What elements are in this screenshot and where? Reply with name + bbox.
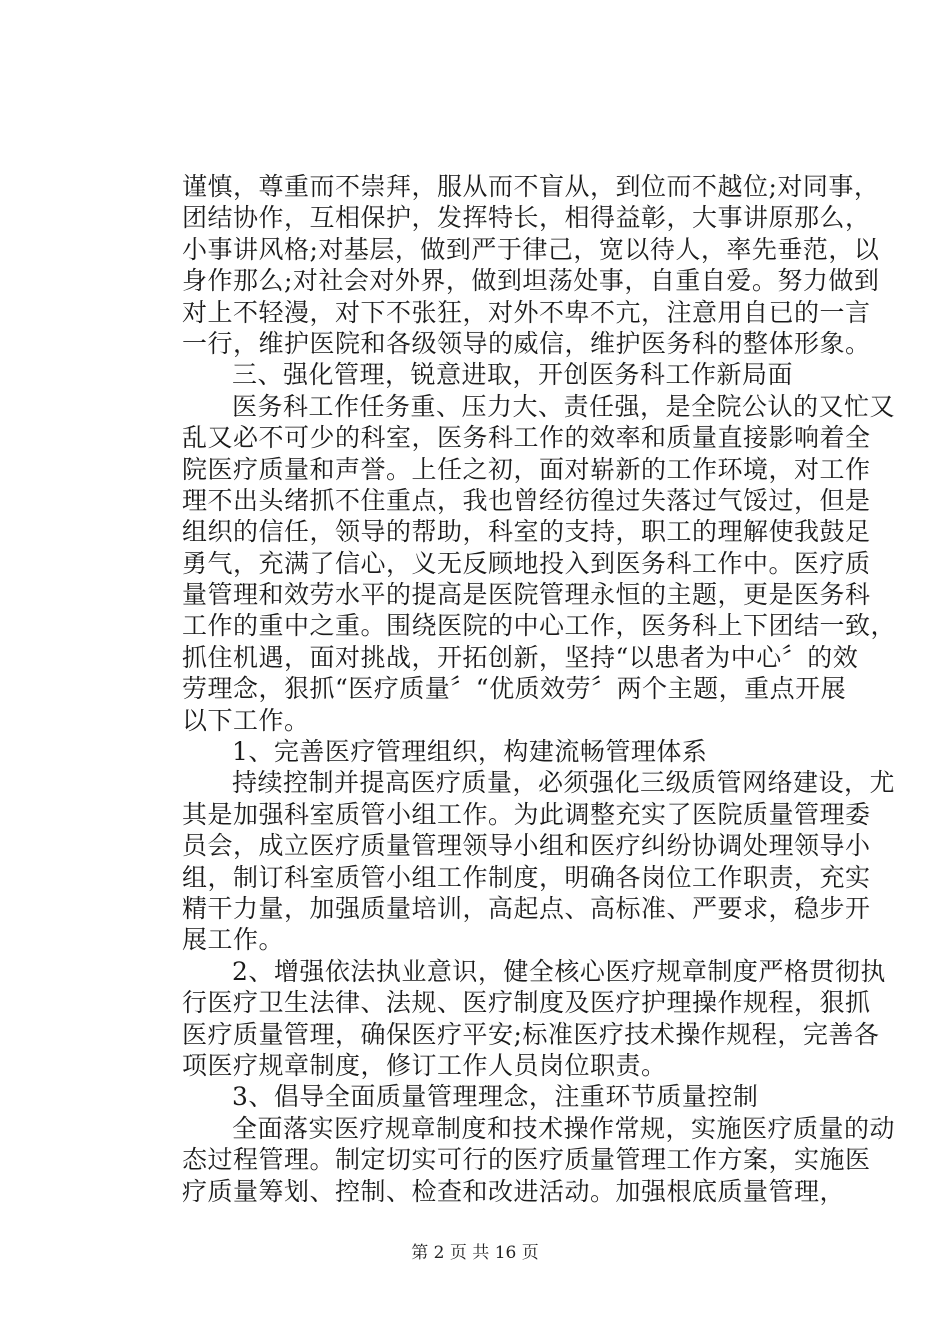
paragraph-line: 量管理和效劳水平的提高是医院管理永恒的主题，更是医务科 — [182, 580, 871, 610]
paragraph-line: 组织的信任，领导的帮助，科室的支持，职工的理解使我鼓足 — [182, 517, 871, 547]
page-footer: 第 2 页 共 16 页 — [411, 1243, 539, 1263]
paragraph-line: 乱又必不可少的科室，医务科工作的效率和质量直接影响着全 — [182, 423, 871, 453]
paragraph-line: 其是加强科室质管小组工作。为此调整充实了医院质量管理委 — [182, 799, 871, 829]
paragraph-first-line: 3、倡导全面质量管理理念，注重环节质量控制 — [232, 1082, 759, 1112]
paragraph-line: 组，制订科室质管小组工作制度，明确各岗位工作职责，充实 — [182, 862, 871, 892]
paragraph-first-line: 三、强化管理，锐意进取，开创医务科工作新局面 — [232, 360, 794, 390]
document-body — [182, 171, 897, 1207]
paragraph-line: 勇气，充满了信心，义无反顾地投入到医务科工作中。医疗质 — [182, 548, 871, 578]
paragraph-line: 理不出头绪抓不住重点，我也曾经彷徨过失落过气馁过，但是 — [182, 485, 871, 515]
paragraph-line: 身作那么;对社会对外界，做到坦荡处事，自重自爱。努力做到 — [182, 266, 880, 296]
paragraph-first-line: 2、增强依法执业意识，健全核心医疗规章制度严格贯彻执 — [232, 956, 886, 986]
paragraph-line: 谨慎，尊重而不崇拜，服从而不盲从，到位而不越位;对同事， — [182, 172, 880, 201]
paragraph-line: 以下工作。 — [182, 705, 310, 735]
paragraph-line: 对上不轻漫，对下不张狂，对外不卑不亢，注意用自已的一言 — [182, 297, 871, 327]
paragraph-line: 团结协作，互相保护，发挥特长，相得益彰，大事讲原那么， — [182, 203, 871, 233]
paragraph-line: 项医疗规章制度，修订工作人员岗位职责。 — [182, 1050, 667, 1080]
paragraph-line: 疗质量筹划、控制、检查和改进活动。加强根底质量管理， — [182, 1176, 846, 1206]
paragraph-line: 小事讲风格;对基层，做到严于律己，宽以待人，率先垂范，以 — [182, 234, 880, 264]
paragraph-line: 员会，成立医疗质量管理领导小组和医疗纠纷协调处理领导小 — [182, 831, 871, 861]
paragraph-line: 医疗质量管理，确保医疗平安;标准医疗技术操作规程，完善各 — [182, 1019, 880, 1049]
paragraph-first-line: 全面落实医疗规章制度和技术操作常规，实施医疗质量的动 — [232, 1113, 896, 1143]
paragraph-line: 抓住机遇，面对挑战，开拓创新，坚持“以患者为中心〞的效 — [182, 642, 859, 672]
paragraph-line: 院医疗质量和声誉。上任之初，面对崭新的工作环境，对工作 — [182, 454, 871, 484]
paragraph-line: 精干力量，加强质量培训，高起点、高标准、严要求，稳步开 — [182, 893, 871, 923]
paragraph-line: 态过程管理。制定切实可行的医疗质量管理工作方案，实施医 — [182, 1145, 871, 1175]
paragraph-first-line: 持续控制并提高医疗质量，必须强化三级质管网络建设，尤 — [232, 768, 896, 798]
paragraph-line: 展工作。 — [182, 925, 285, 955]
paragraph-line: 行医疗卫生法律、法规、医疗制度及医疗护理操作规程，狠抓 — [182, 988, 871, 1018]
paragraph-line: 工作的重中之重。围绕医院的中心工作，医务科上下团结一致， — [182, 611, 897, 641]
paragraph-line: 一行，维护医院和各级领导的威信，维护医务科的整体形象。 — [182, 328, 871, 358]
paragraph-first-line: 医务科工作任务重、压力大、责任强，是全院公认的又忙又 — [232, 391, 896, 421]
paragraph-line: 劳理念，狠抓“医疗质量〞“优质效劳〞两个主题，重点开展 — [182, 674, 847, 704]
paragraph-first-line: 1、完善医疗管理组织，构建流畅管理体系 — [232, 737, 708, 767]
